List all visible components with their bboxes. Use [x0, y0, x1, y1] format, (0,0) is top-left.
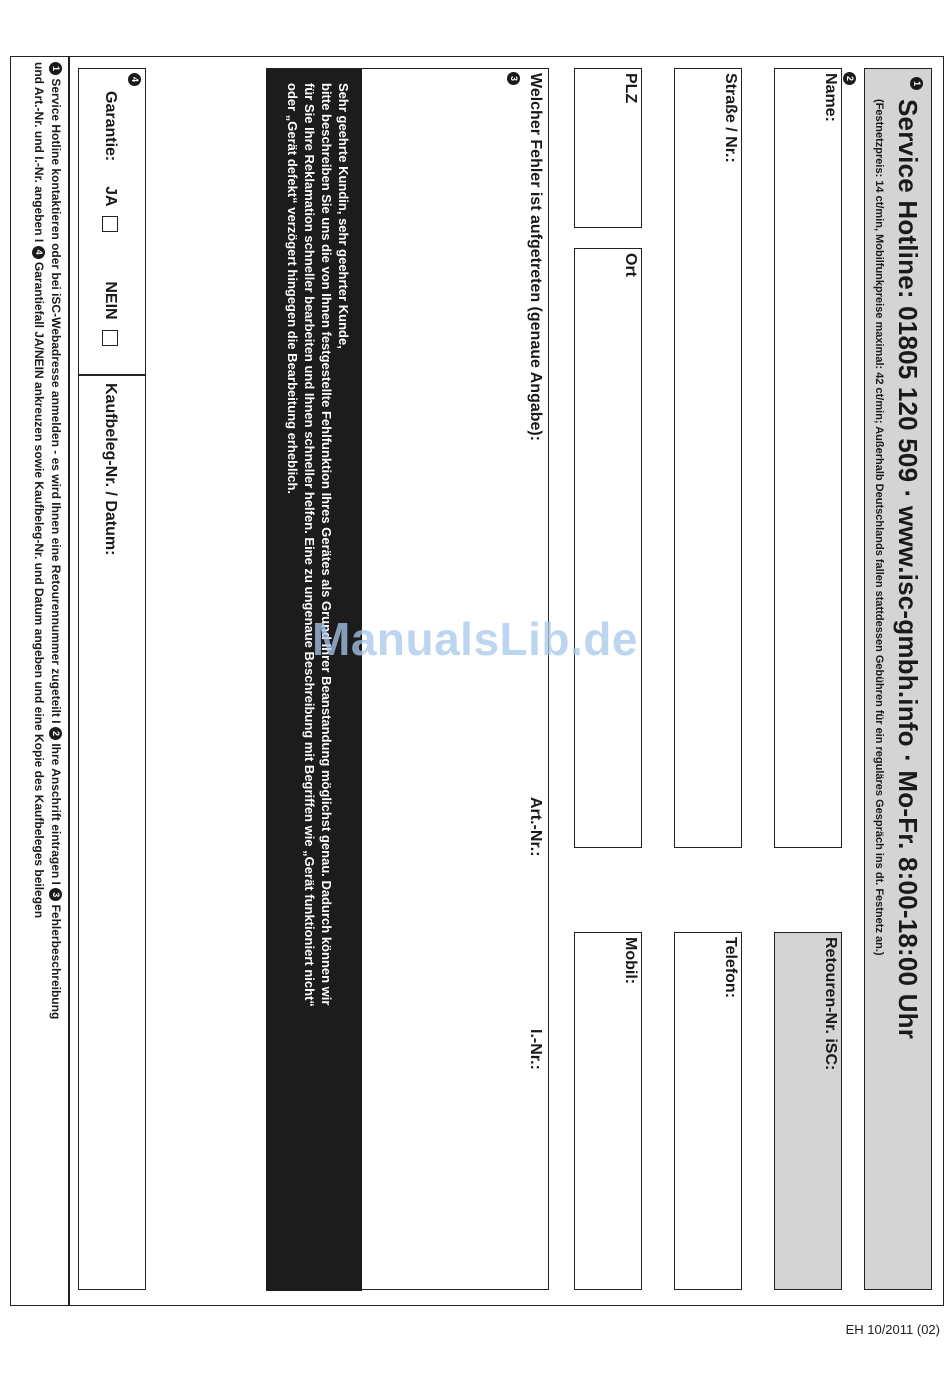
retouren-nr-field[interactable] — [774, 932, 842, 1290]
footer-divider — [69, 56, 71, 1306]
mobil-field[interactable] — [574, 932, 642, 1290]
nein-checkbox[interactable] — [102, 330, 118, 346]
hotline-subtitle: (Festnetzpreis: 14 ct/min, Mobilfunkpreise maximal: 42 ct/min; Außerhalb Deutschlands fallen stattdessen Gebühren für ein reguläres Gespräch ins dt. Festnetz an.) — [873, 99, 885, 956]
footer-badge-3: 3 — [49, 888, 62, 901]
ort-field[interactable] — [574, 248, 642, 848]
step-4-badge: 4 — [128, 73, 141, 86]
retouren-label: Retouren-Nr. iSC: — [822, 937, 839, 1071]
notice-line-4: oder „Gerät defekt“ verzögert hingegen die Bearbeitung erheblich. — [285, 83, 300, 495]
footer-line-2 — [30, 62, 47, 1300]
hotline-banner — [864, 68, 932, 1290]
step-1-badge: 1 — [910, 77, 923, 90]
street-field[interactable] — [674, 68, 742, 848]
footer-badge-1: 1 — [49, 62, 62, 75]
mobil-label: Mobil: — [622, 937, 639, 985]
return-form — [10, 56, 944, 1306]
step-3-badge: 3 — [507, 72, 520, 85]
telefon-label: Telefon: — [722, 937, 739, 999]
nein-label: NEIN — [102, 281, 119, 320]
watermark: ManualsLib.de — [312, 613, 638, 665]
footer-text-3: Fehlerbeschreibung — [49, 904, 63, 1020]
footer-text-4: und Art.-Nr. und I.-Nr. angeben I — [32, 62, 46, 243]
footer-badge-4: 4 — [32, 246, 45, 259]
i-nr-label: I.-Nr.: — [527, 1029, 544, 1070]
receipt-label: Kaufbeleg-Nr. / Datum: — [102, 383, 119, 556]
garantie-group — [101, 91, 119, 346]
document-reference: EH 10/2011 (02) — [845, 1322, 940, 1337]
footer-badge-2: 2 — [49, 727, 62, 740]
ja-label: JA — [102, 186, 119, 207]
fault-description-field[interactable] — [266, 68, 549, 1290]
name-label: Name: — [822, 73, 839, 122]
footer-text-5: Garantiefall JA/NEIN ankreuzen sowie Kaufbeleg-Nr. und Datum angeben und eine Kopie des Kaufbeleges beilegen — [32, 261, 46, 919]
art-nr-label: Art.-Nr.: — [527, 797, 544, 857]
hotline-title: Service Hotline: 01805 120 509 · www.isc-gmbh.info · Mo-Fr. 8:00-18:00 Uhr — [893, 99, 923, 1040]
step-2-badge: 2 — [843, 72, 856, 85]
notice-line-2: bitte beschreiben Sie uns die von Ihnen festgestellte Fehlfunktion Ihres Gerätes als Grund Ihrer Beanstandung möglichst genau. Dadurch können wir — [319, 83, 334, 1006]
customer-notice — [266, 69, 362, 1291]
ort-label: Ort — [622, 253, 639, 277]
name-field[interactable] — [774, 68, 842, 848]
footer-text-2: Ihre Anschrift eintragen I — [49, 743, 63, 885]
fault-question-label: Welcher Fehler ist aufgetreten (genaue Angabe): — [527, 73, 544, 442]
warranty-box — [78, 68, 146, 1290]
notice-line-3: für Sie Ihre Reklamation schneller bearbeiten und Ihnen schneller helfen. Eine zu ungenaue Beschreibung mit Begriffen wie „Gerät funktioniert nicht“ — [302, 83, 317, 1007]
telefon-field[interactable] — [674, 932, 742, 1290]
garantie-label: Garantie: — [102, 91, 119, 162]
plz-label: PLZ — [622, 73, 639, 104]
footer-line-1 — [47, 62, 64, 1300]
footer-instructions — [30, 62, 64, 1300]
plz-field[interactable] — [574, 68, 642, 228]
footer-text-1: Service Hotline kontaktieren oder bei iSC-Webadresse anmelden - es wird Ihnen eine Retourennummer zugeteilt I — [49, 78, 63, 724]
warranty-divider — [79, 374, 145, 376]
ja-checkbox[interactable] — [102, 216, 118, 232]
notice-line-1: Sehr geehrte Kundin, sehr geehrter Kunde, — [336, 83, 351, 349]
street-label: Straße / Nr.: — [722, 73, 739, 163]
